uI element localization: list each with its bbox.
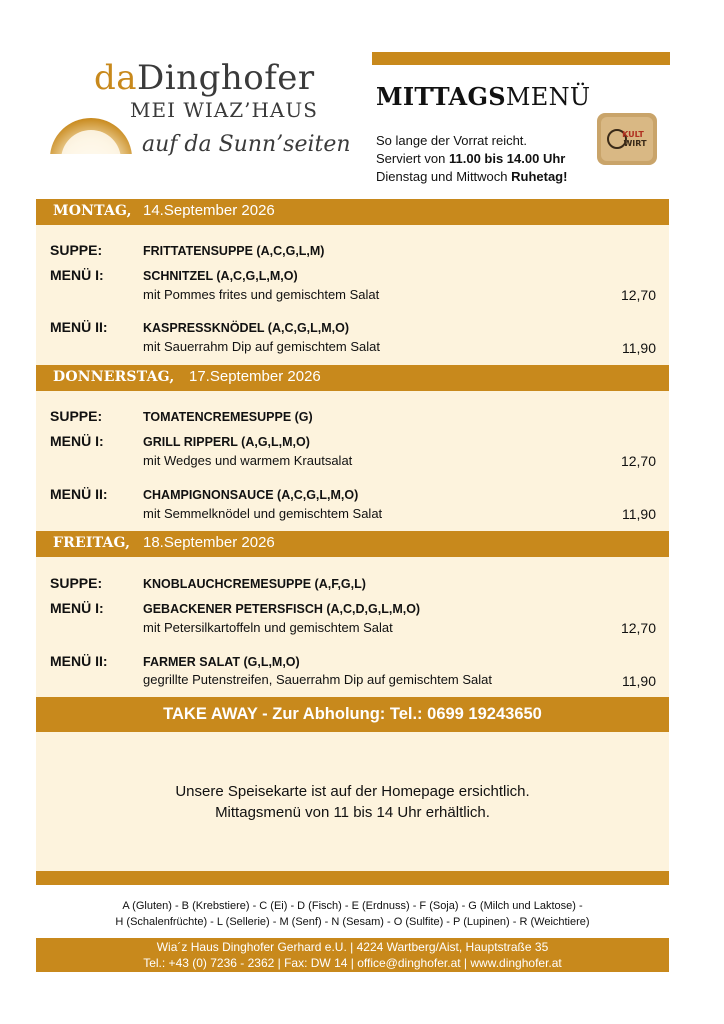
header-accent-bar	[372, 52, 670, 65]
homepage-note	[36, 781, 669, 823]
restaurant-logo	[44, 50, 364, 170]
menu2-label: MENÜ II:	[50, 653, 108, 669]
sun-logo-icon	[48, 114, 134, 154]
footer-contact-line: Tel.: +43 (0) 7236 - 2362 | Fax: DW 14 | office@dinghofer.at | www.dinghofer.at	[143, 956, 562, 970]
menu1-label: MENÜ I:	[50, 600, 104, 616]
menu-title: MITTAGSMENÜ	[376, 82, 591, 111]
menu2-dish: KASPRESSKNÖDEL (A,C,G,L,M,O)	[143, 321, 350, 335]
logo-tagline: auf da Sunn’seiten	[142, 132, 351, 157]
day-header-donnerstag	[36, 365, 669, 391]
menu2-description: mit Semmelknödel und gemischtem Salat	[143, 506, 383, 521]
menu1-price: 12,70	[620, 287, 656, 303]
menu2-description: gegrillte Putenstreifen, Sauerrahm Dip auf gemischtem Salat	[143, 672, 493, 687]
menu2-price: 11,90	[622, 506, 656, 522]
soup-dish: KNOBLAUCHCREMESUPPE (A,F,G,L)	[143, 577, 366, 591]
menu1-dish: GRILL RIPPERL (A,G,L,M,O)	[143, 435, 310, 449]
menu2-price: 11,90	[622, 340, 656, 356]
info-closed: Dienstag und Mittwoch Ruhetag!	[376, 169, 568, 184]
menu2-label: MENÜ II:	[50, 319, 108, 335]
day-date: 14.September 2026	[143, 202, 275, 219]
logo-subtitle: MEI WIAZ’HAUS	[130, 98, 318, 122]
menu1-price: 12,70	[620, 620, 656, 636]
day-date: 18.September 2026	[143, 534, 275, 551]
info-hours: Serviert von 11.00 bis 14.00 Uhr	[376, 151, 566, 166]
menu2-dish: FARMER SALAT (G,L,M,O)	[143, 655, 300, 669]
logo-wordmark: daDinghofer	[94, 58, 315, 98]
info-stock: So lange der Vorrat reicht.	[376, 133, 528, 148]
soup-dish: FRITTATENSUPPE (A,C,G,L,M)	[143, 244, 325, 258]
menu1-label: MENÜ I:	[50, 267, 104, 283]
soup-label: SUPPE:	[50, 408, 103, 424]
menu1-description: mit Wedges und warmem Krautsalat	[143, 453, 353, 468]
day-name: MONTAG,	[53, 203, 132, 219]
menu2-dish: CHAMPIGNONSAUCE (A,C,G,L,M,O)	[143, 488, 359, 502]
menu1-dish: SCHNITZEL (A,C,G,L,M,O)	[143, 269, 298, 283]
menu1-price: 12,70	[620, 453, 656, 469]
day-header-freitag	[36, 531, 669, 557]
menu2-price: 11,90	[622, 673, 656, 689]
day-name: DONNERSTAG,	[53, 369, 175, 385]
note-line-2: Mittagsmenü von 11 bis 14 Uhr erhältlich.	[215, 804, 490, 821]
menu2-description: mit Sauerrahm Dip auf gemischtem Salat	[143, 339, 380, 354]
soup-label: SUPPE:	[50, 575, 103, 591]
menu1-label: MENÜ I:	[50, 433, 104, 449]
allergen-line-2: H (Schalenfrüchte) - L (Sellerie) - M (Senf) - N (Sesam) - O (Sulfite) - P (Lupinen) - R (Weichtiere)	[115, 916, 590, 928]
panel-bottom-bar	[36, 871, 669, 885]
footer-contact	[36, 938, 669, 972]
takeaway-banner: TAKE AWAY - Zur Abholung: Tel.: 0699 19243650	[36, 697, 669, 732]
soup-label: SUPPE:	[50, 242, 103, 258]
day-name: FREITAG,	[53, 535, 131, 551]
svg-text:WIRT: WIRT	[623, 139, 647, 148]
header-info	[376, 132, 567, 186]
allergen-legend	[36, 898, 669, 930]
day-header-montag	[36, 199, 669, 225]
menu1-dish: GEBACKENER PETERSFISCH (A,C,D,G,L,M,O)	[143, 602, 421, 616]
kultwirt-badge-icon	[595, 111, 659, 167]
svg-text:KULT: KULT	[622, 130, 644, 139]
note-line-1: Unsere Speisekarte ist auf der Homepage ersichtlich.	[175, 783, 530, 800]
menu2-label: MENÜ II:	[50, 486, 108, 502]
allergen-line-1: A (Gluten) - B (Krebstiere) - C (Ei) - D (Fisch) - E (Erdnuss) - F (Soja) - G (Milch und Laktose) -	[122, 900, 583, 912]
menu1-description: mit Pommes frites und gemischtem Salat	[143, 287, 380, 302]
footer-address: Wia´z Haus Dinghofer Gerhard e.U. | 4224 Wartberg/Aist, Hauptstraße 35	[156, 940, 549, 954]
day-date: 17.September 2026	[189, 368, 321, 385]
soup-dish: TOMATENCREMESUPPE (G)	[143, 410, 313, 424]
menu1-description: mit Petersilkartoffeln und gemischtem Salat	[143, 620, 393, 635]
